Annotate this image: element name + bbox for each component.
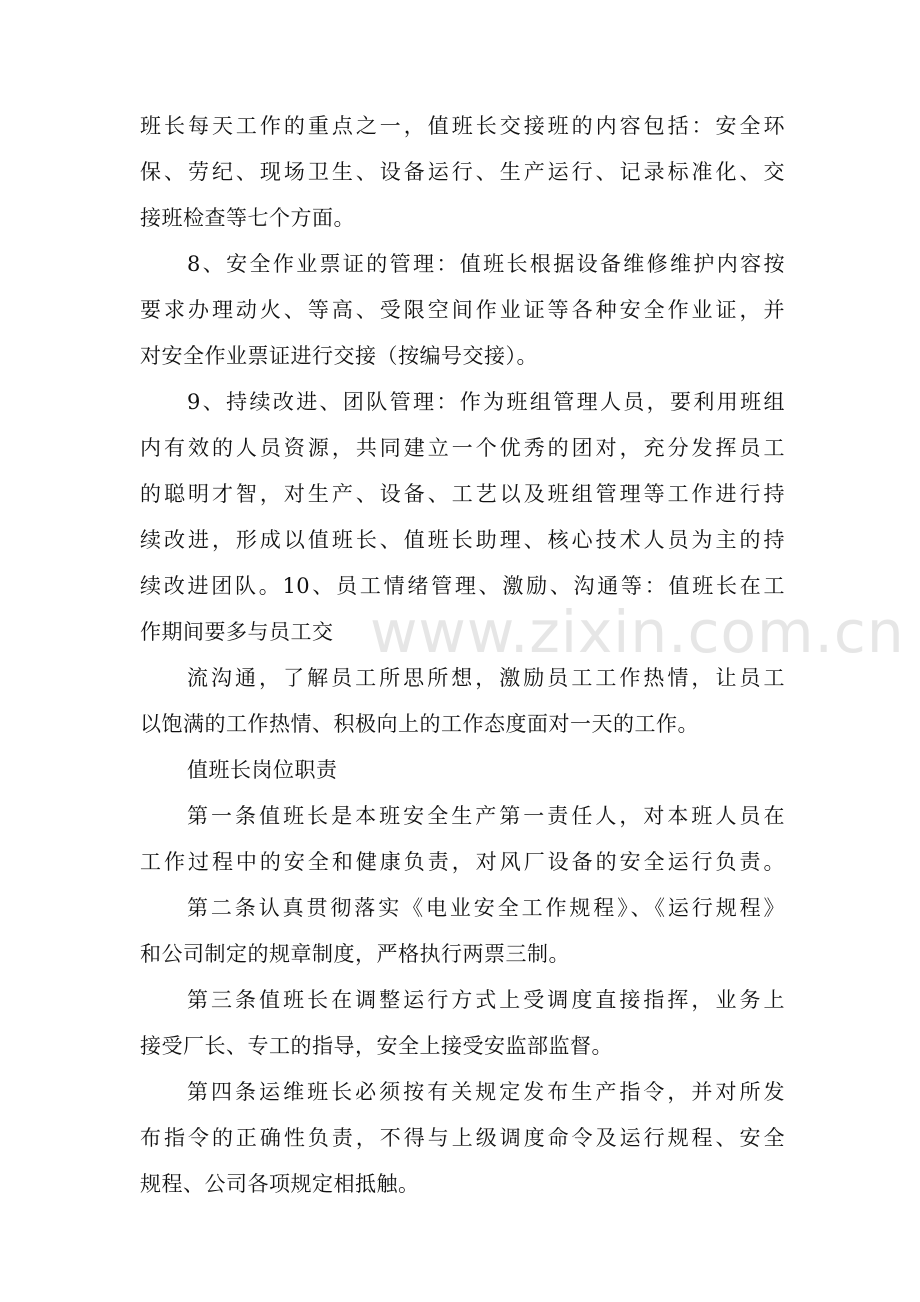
text-line: 规程、公司各项规定相抵触。 (140, 1172, 420, 1196)
text-line: 以饱满的工作热情、积极向上的工作态度面对一天的工作。 (140, 712, 699, 736)
text-line: 作期间要多与员工交 (140, 620, 334, 644)
text-line: 第二条认真贯彻落实《电业安全工作规程》、《运行规程》 (187, 896, 785, 920)
text-line: 对安全作业票证进行交接（按编号交接）。 (140, 344, 538, 368)
text-line: 第三条值班长在调整运行方式上受调度直接指挥，业务上 (187, 988, 785, 1012)
text-line: 布指令的正确性负责，不得与上级调度命令及运行规程、安全 (140, 1126, 785, 1150)
text-line: 第一条值班长是本班安全生产第一责任人，对本班人员在 (187, 804, 785, 828)
watermark: www.zixin.com.cn (370, 598, 905, 666)
text-line: 8、安全作业票证的管理：值班长根据设备维修维护内容按 (187, 252, 785, 276)
text-line: 第四条运维班长必须按有关规定发布生产指令，并对所发 (187, 1080, 785, 1104)
text-line: 接受厂长、专工的指导，安全上接受安监部监督。 (140, 1034, 613, 1058)
text-line: 续改进团队。10、员工情绪管理、激励、沟通等：值班长在工 (140, 574, 785, 598)
text-line: 的聪明才智，对生产、设备、工艺以及班组管理等工作进行持 (140, 482, 785, 506)
text-line: 保、劳纪、现场卫生、设备运行、生产运行、记录标准化、交 (140, 160, 785, 184)
text-line: 和公司制定的规章制度，严格执行两票三制。 (140, 942, 570, 966)
text-line: 9、持续改进、团队管理：作为班组管理人员，要利用班组 (187, 390, 785, 414)
text-line: 工作过程中的安全和健康负责，对风厂设备的安全运行负责。 (140, 850, 785, 874)
text-line: 要求办理动火、等高、受限空间作业证等各种安全作业证，并 (140, 298, 785, 322)
text-line: 接班检查等七个方面。 (140, 206, 355, 230)
section-heading: 值班长岗位职责 (187, 758, 338, 782)
text-line: 班长每天工作的重点之一，值班长交接班的内容包括：安全环 (140, 114, 785, 138)
text-line: 内有效的人员资源，共同建立一个优秀的团对，充分发挥员工 (140, 436, 785, 460)
text-line: 流沟通，了解员工所思所想，激励员工工作热情，让员工 (187, 666, 785, 690)
text-line: 续改进，形成以值班长、值班长助理、核心技术人员为主的持 (140, 528, 785, 552)
